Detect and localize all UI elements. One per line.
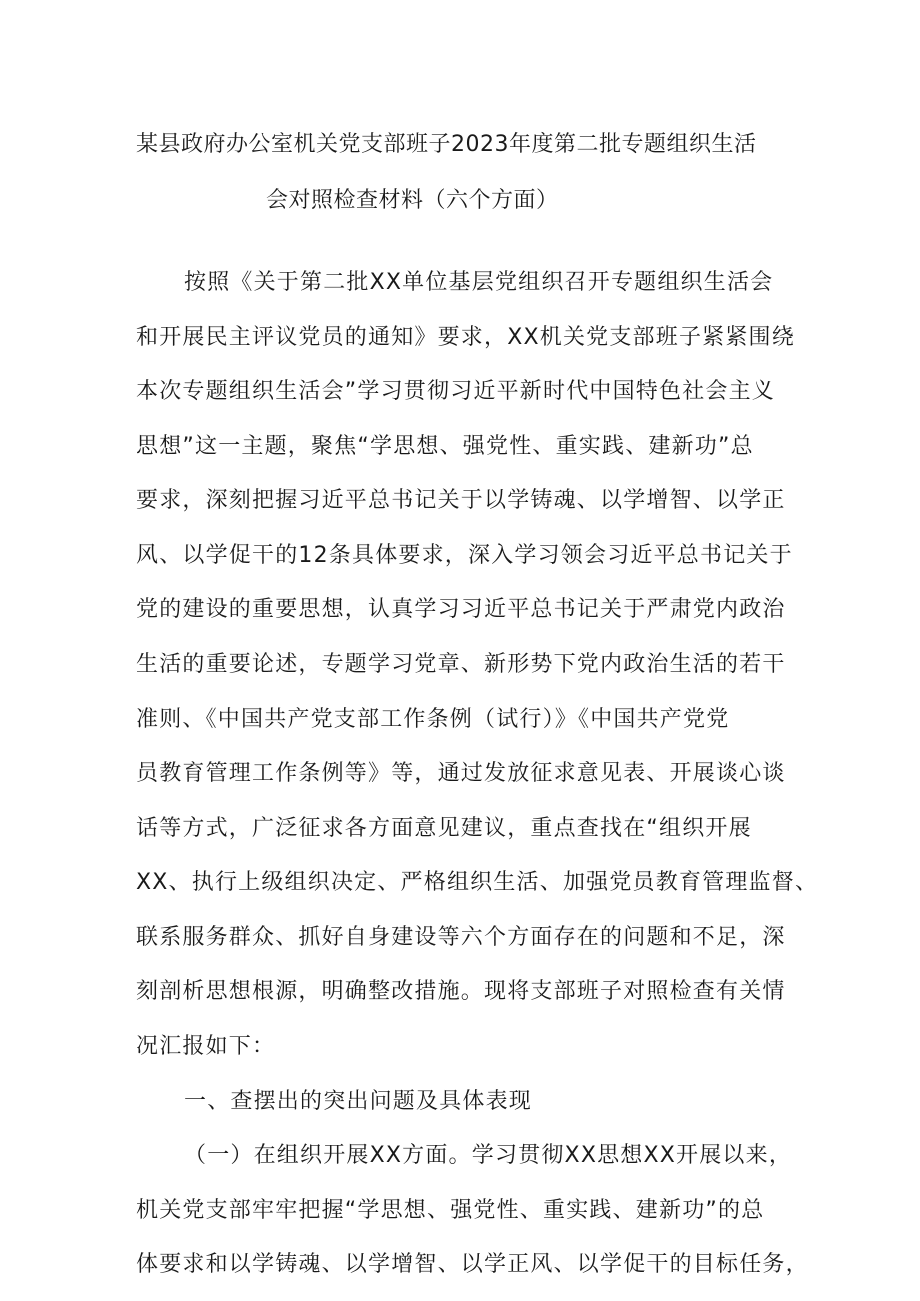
intro-paragraph-line: 员教育管理工作条例等》等，通过发放征求意见表、开展谈心谈 bbox=[136, 761, 786, 786]
subsection-paragraph-line: 机关党支部牢牢把握“学思想、强党性、重实践、建新功”的总 bbox=[136, 1198, 765, 1223]
intro-paragraph-line: 要求，深刻把握习近平总书记关于以学铸魂、以学增智、以学正 bbox=[136, 488, 786, 513]
intro-paragraph-line: 况汇报如下： bbox=[136, 1034, 276, 1059]
intro-paragraph-line: 刻剖析思想根源，明确整改措施。现将支部班子对照检查有关情 bbox=[136, 979, 786, 1004]
intro-paragraph-line: 联系服务群众、抓好自身建设等六个方面存在的问题和不足，深 bbox=[136, 925, 786, 950]
intro-paragraph-line: 生活的重要论述，专题学习党章、新形势下党内政治生活的若干 bbox=[136, 652, 786, 677]
subsection-paragraph-line: （一）在组织开展XX方面。学习贯彻XX思想XX开展以来， bbox=[184, 1143, 793, 1168]
intro-paragraph-line: 思想”这一主题，聚焦“学思想、强党性、重实践、建新功”总 bbox=[136, 434, 754, 459]
intro-paragraph-line: 党的建设的重要思想，认真学习习近平总书记关于严肃党内政治 bbox=[136, 597, 786, 622]
intro-paragraph-line: 本次专题组织生活会”学习贯彻习近平新时代中国特色社会主义 bbox=[136, 379, 775, 404]
intro-paragraph-line: 话等方式，广泛征求各方面意见建议，重点查找在“组织开展 bbox=[136, 816, 752, 841]
intro-paragraph-line: 风、以学促干的12条具体要求，深入学习领会习近平总书记关于 bbox=[136, 543, 793, 568]
intro-paragraph-line: 准则、《中国共产党支部工作条例（试行）》《中国共产党党 bbox=[136, 707, 730, 732]
document-title-line-1: 某县政府办公室机关党支部班子2023年度第二批专题组织生活 bbox=[136, 132, 757, 157]
subsection-paragraph-line: 体要求和以学铸魂、以学增智、以学正风、以学促干的目标任务， bbox=[136, 1252, 809, 1277]
section-heading: 一、查摆出的突出问题及具体表现 bbox=[184, 1089, 533, 1114]
intro-paragraph-line: XX、执行上级组织决定、严格组织生活、加强党员教育管理监督、 bbox=[136, 870, 819, 895]
intro-paragraph-line: 和开展民主评议党员的通知》要求，XX机关党支部班子紧紧围绕 bbox=[136, 325, 795, 350]
intro-paragraph-line: 按照《关于第二批XX单位基层党组织召开专题组织生活会 bbox=[184, 270, 774, 295]
document-title-line-2: 会对照检查材料（六个方面） bbox=[266, 188, 559, 213]
